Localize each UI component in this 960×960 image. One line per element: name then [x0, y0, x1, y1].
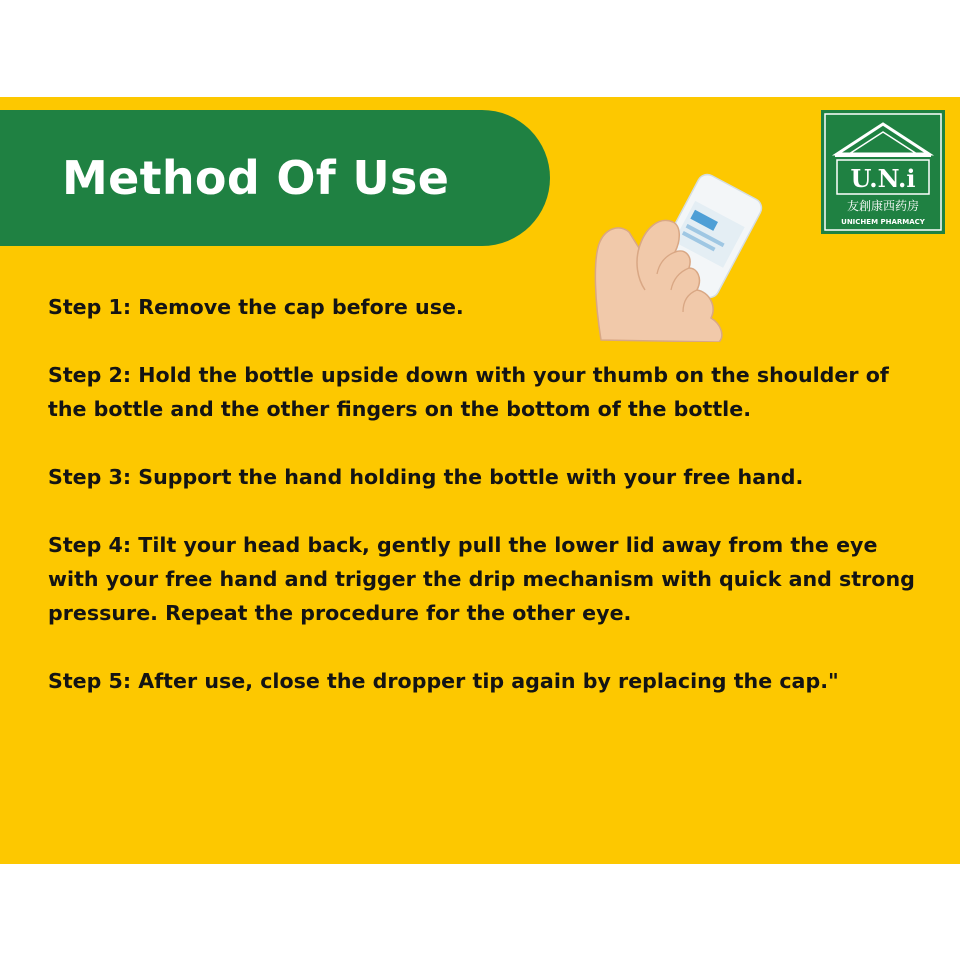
- house-roof-logo-icon: [821, 110, 945, 234]
- steps-list: [48, 290, 928, 732]
- step-3: Step 3: Support the hand holding the bottle with your free hand.: [48, 465, 804, 489]
- step-2: Step 2: Hold the bottle upside down with your thumb on the shoulder of the bottle and the other fingers on the bottom of the bottle.: [48, 363, 889, 421]
- step-5: Step 5: After use, close the dropper tip again by replacing the cap.": [48, 669, 839, 693]
- step-4: Step 4: Tilt your head back, gently pull the lower lid away from the eye with your free hand and trigger the drip mechanism with quick and strong pressure. Repeat the procedure for the other eye.: [48, 533, 915, 625]
- page-title: Method Of Use: [62, 151, 450, 205]
- logo-chinese-name: 友創康西药房: [846, 199, 920, 213]
- title-banner: [0, 110, 550, 246]
- logo-english-name: UNICHEM PHARMACY: [841, 218, 925, 226]
- logo-wordmark: U.N.i: [850, 164, 916, 193]
- step-1: Step 1: Remove the cap before use.: [48, 295, 464, 319]
- pharmacy-logo: [821, 110, 945, 234]
- instruction-card: [0, 97, 960, 864]
